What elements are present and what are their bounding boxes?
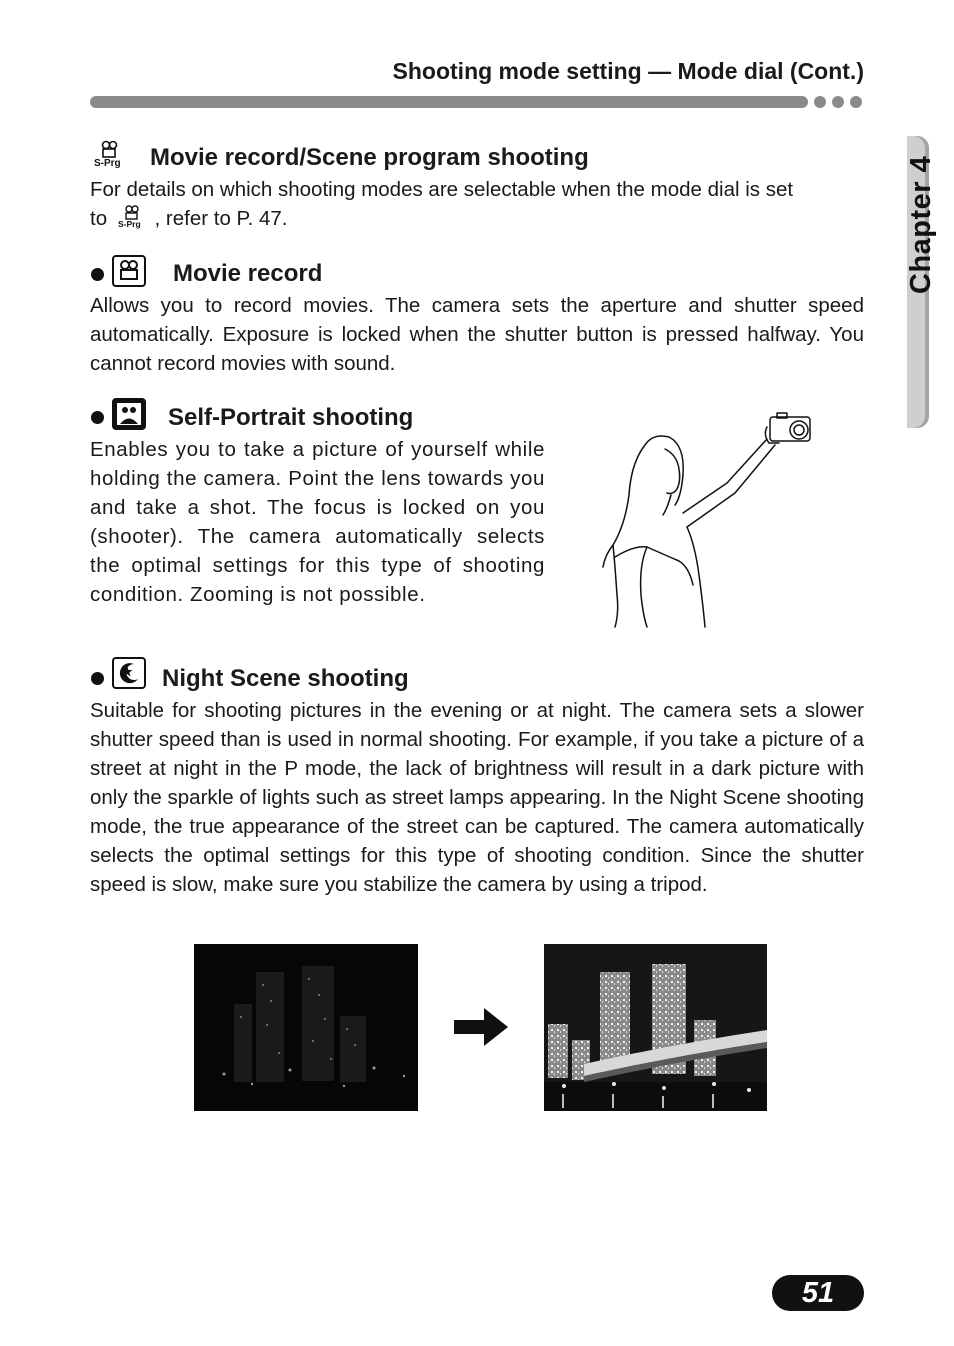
movie-scene-program-icon <box>93 140 125 170</box>
bullet-dot <box>91 411 104 424</box>
header-rule <box>90 96 808 108</box>
section-heading-movie-record: Movie record <box>173 260 323 287</box>
section-heading-self-portrait: Self-Portrait shooting <box>168 404 414 431</box>
svg-text:S-Prg: S-Prg <box>117 219 141 229</box>
header-dot <box>850 96 862 108</box>
chapter-label: Chapter 4 <box>905 155 937 294</box>
section-body-movie-record: Allows you to record movies. The camera sets the aperture and shutter speed automatically. Exposure is locked when the shutter button is pressed halfway. You cannot record movies with sound. <box>90 294 864 375</box>
bullet-dot <box>91 672 104 685</box>
night-scene-icon <box>112 657 146 689</box>
header-dot <box>814 96 826 108</box>
movie-camera-icon <box>112 255 146 287</box>
header-dot <box>832 96 844 108</box>
dark-night-street-photo <box>194 944 418 1111</box>
movie-scene-program-inline-icon <box>117 205 145 229</box>
section-body-movie-scene-line1: For details on which shooting modes are selectable when the mode dial is set <box>90 178 794 201</box>
bullet-dot <box>91 268 104 281</box>
body-text-prefix: to <box>90 207 108 230</box>
section-heading-movie-scene: Movie record/Scene program shooting <box>150 144 589 171</box>
section-body-movie-scene-line2 <box>90 204 287 233</box>
right-arrow-icon <box>452 1005 510 1049</box>
self-portrait-icon <box>112 398 146 430</box>
section-body-night-scene: Suitable for shooting pictures in the evening or at night. The camera sets a slower shutter speed than is used in normal shooting. For example, if you take a picture of a street at night in the P mode, the lack of brightness will result in a dark picture with only the sparkle of lights such as street lamps appearing. In the Night Scene shooting mode, the true appearance of the street can be captured. The camera automatically selects the optimal settings for this type of shooting condition. Since the shutter speed is slow, make sure you stabilize the camera by using a tripod. <box>90 699 864 896</box>
section-heading-night-scene: Night Scene shooting <box>162 665 409 692</box>
running-header-title: Shooting mode setting — Mode dial (Cont.) <box>392 58 864 84</box>
body-text-suffix: , refer to P. 47. <box>154 207 288 230</box>
svg-text:S-Prg: S-Prg <box>94 158 121 169</box>
page-number: 51 <box>772 1275 864 1311</box>
section-body-self-portrait: Enables you to take a picture of yourself while holding the camera. Point the lens towards you and take a shot. The focus is locked on you (shooter). The camera automatically selects the optimal settings for this type of shooting condition. Zooming is not possible. <box>90 438 545 606</box>
bright-night-street-photo <box>544 944 767 1111</box>
woman-holding-camera-illustration <box>595 405 825 630</box>
